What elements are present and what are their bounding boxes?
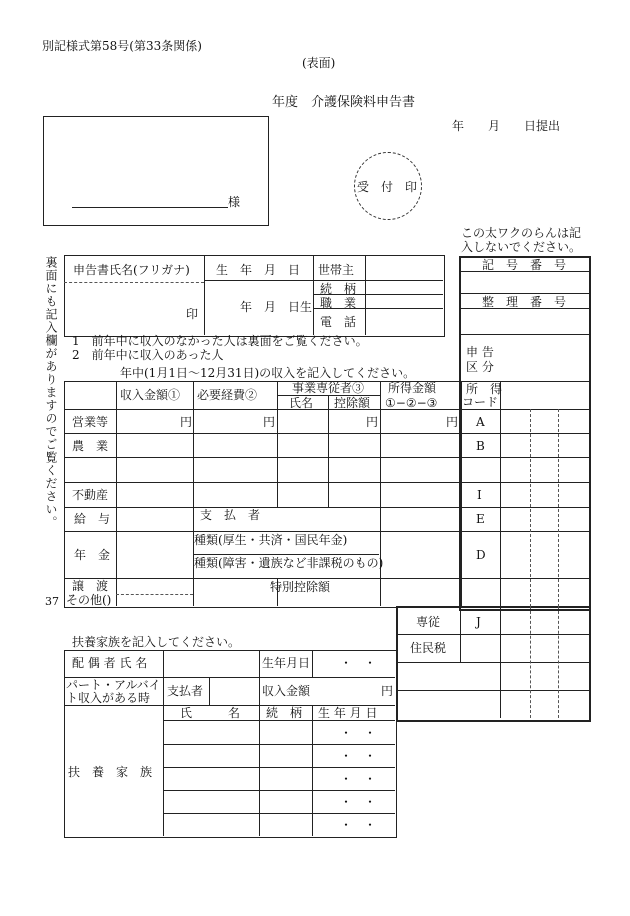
code-a: A [476, 415, 485, 429]
household-head-label: 世帯主 [318, 263, 355, 277]
income-amount-label: 収入金額 [262, 684, 311, 698]
row-other: その他() [66, 593, 112, 607]
row-real-estate: 不動産 [72, 488, 109, 502]
occupation-label: 職 業 [320, 296, 357, 310]
row-business: 営業等 [72, 415, 109, 429]
dep-birth-dots-2: ・ ・ [340, 749, 377, 763]
dependents-label: 扶 養 家 族 [68, 765, 153, 779]
yen-deduction: 円 [366, 415, 379, 429]
code-e: E [476, 512, 485, 526]
code-i: I [477, 488, 482, 502]
birth-date-label: 生 年 月 日 [216, 263, 301, 277]
dep-birth-dots-4: ・ ・ [340, 795, 377, 809]
declaration-type-line1: 申 告 [466, 345, 494, 359]
resident-tax-label: 住民税 [410, 641, 447, 655]
code-b: B [476, 439, 485, 453]
yen-spouse: 円 [381, 684, 394, 698]
row-transfer: 譲 渡 [72, 579, 109, 593]
seal-mark: 印 [186, 307, 199, 321]
office-use-note: この太ワクのらんは記入しないでください。 [461, 226, 582, 254]
code-j: J [476, 615, 481, 629]
submission-date: 年 月 日提出 [452, 119, 561, 133]
dependents-heading: 扶養家族を記入してください。 [72, 635, 241, 649]
income-code-line2: コード [462, 395, 499, 409]
family-worker-label: 専従 [416, 615, 441, 629]
dep-birth-dots-3: ・ ・ [340, 772, 377, 786]
income-period-note: 年中(1月1日〜12月31日)の収入を記入してください。 [120, 366, 416, 380]
relation-label: 続 柄 [320, 282, 357, 296]
yen-expense: 円 [263, 415, 276, 429]
side-note: 裏面にも記入欄がありますのでご覧ください。 [44, 256, 58, 529]
yen-income: 円 [446, 415, 459, 429]
applicant-name-label: 申告書氏名(フリガナ) [73, 263, 190, 277]
payer-label-2: 支払者 [167, 684, 204, 698]
birth-date-value[interactable]: 年 月 日生 [240, 300, 313, 314]
yen-revenue: 円 [180, 415, 193, 429]
file-number-label: 整 理 番 号 [482, 295, 567, 309]
col-family-worker: 事業専従者③ [292, 381, 365, 395]
row-salary: 給 与 [74, 512, 111, 526]
row-pension: 年 金 [74, 548, 111, 562]
record-number-label: 記 号 番 号 [482, 258, 567, 272]
payer-label: 支 払 者 [200, 508, 261, 522]
part-time-label-2: ト収入がある時 [66, 691, 151, 705]
declaration-type-line2: 区 分 [466, 360, 494, 374]
col-fw-name: 氏名 [289, 396, 314, 410]
col-fw-deduction: 控除額 [334, 396, 371, 410]
row-agriculture: 農 業 [72, 439, 109, 453]
col-revenue: 収入金額① [120, 388, 181, 402]
part-time-label-1: パート・アルバイ [66, 678, 161, 692]
spouse-name-label: 配 偶 者 氏 名 [72, 656, 148, 670]
income-code-line1: 所 得 [466, 382, 503, 396]
col-expense: 必要経費② [197, 388, 258, 402]
instruction-2: 2 前年中に収入のあった人 [72, 348, 224, 362]
col-income: 所得金額 [388, 381, 437, 395]
form-title: 年度 介護保険料申告書 [272, 95, 416, 110]
honorific: 様 [228, 195, 241, 209]
applicant-name-field[interactable] [66, 284, 202, 332]
dep-birth-dots-1: ・ ・ [340, 726, 377, 740]
form-side-label: (表面) [302, 56, 336, 70]
pension-type-1: 種類(厚生・共済・国民年金) [194, 533, 348, 547]
col-dep-birth: 生 年 月 日 [318, 706, 378, 720]
col-dep-name: 氏 名 [180, 706, 241, 720]
page-number: 37 [45, 595, 59, 608]
phone-label: 電 話 [320, 315, 357, 329]
form-number: 別記様式第58号(第33条関係) [42, 39, 202, 53]
col-formula: ①−②−③ [385, 396, 438, 410]
code-d: D [476, 548, 486, 562]
pension-type-2: 種類(障害・遺族など非課税のもの) [194, 556, 384, 570]
instruction-1: 1 前年中に収入のなかった人は裏面をご覧ください。 [72, 334, 368, 348]
col-dep-relation: 続 柄 [266, 706, 303, 720]
addressee-line [72, 207, 228, 208]
spouse-birth-dots: ・ ・ [340, 656, 377, 670]
special-deduction-label: 特別控除額 [270, 580, 331, 594]
spouse-birth-label: 生年月日 [262, 656, 311, 670]
dep-birth-dots-5: ・ ・ [340, 818, 377, 832]
reception-stamp-label: 受 付 印 [357, 180, 418, 194]
address-box[interactable] [43, 116, 269, 226]
